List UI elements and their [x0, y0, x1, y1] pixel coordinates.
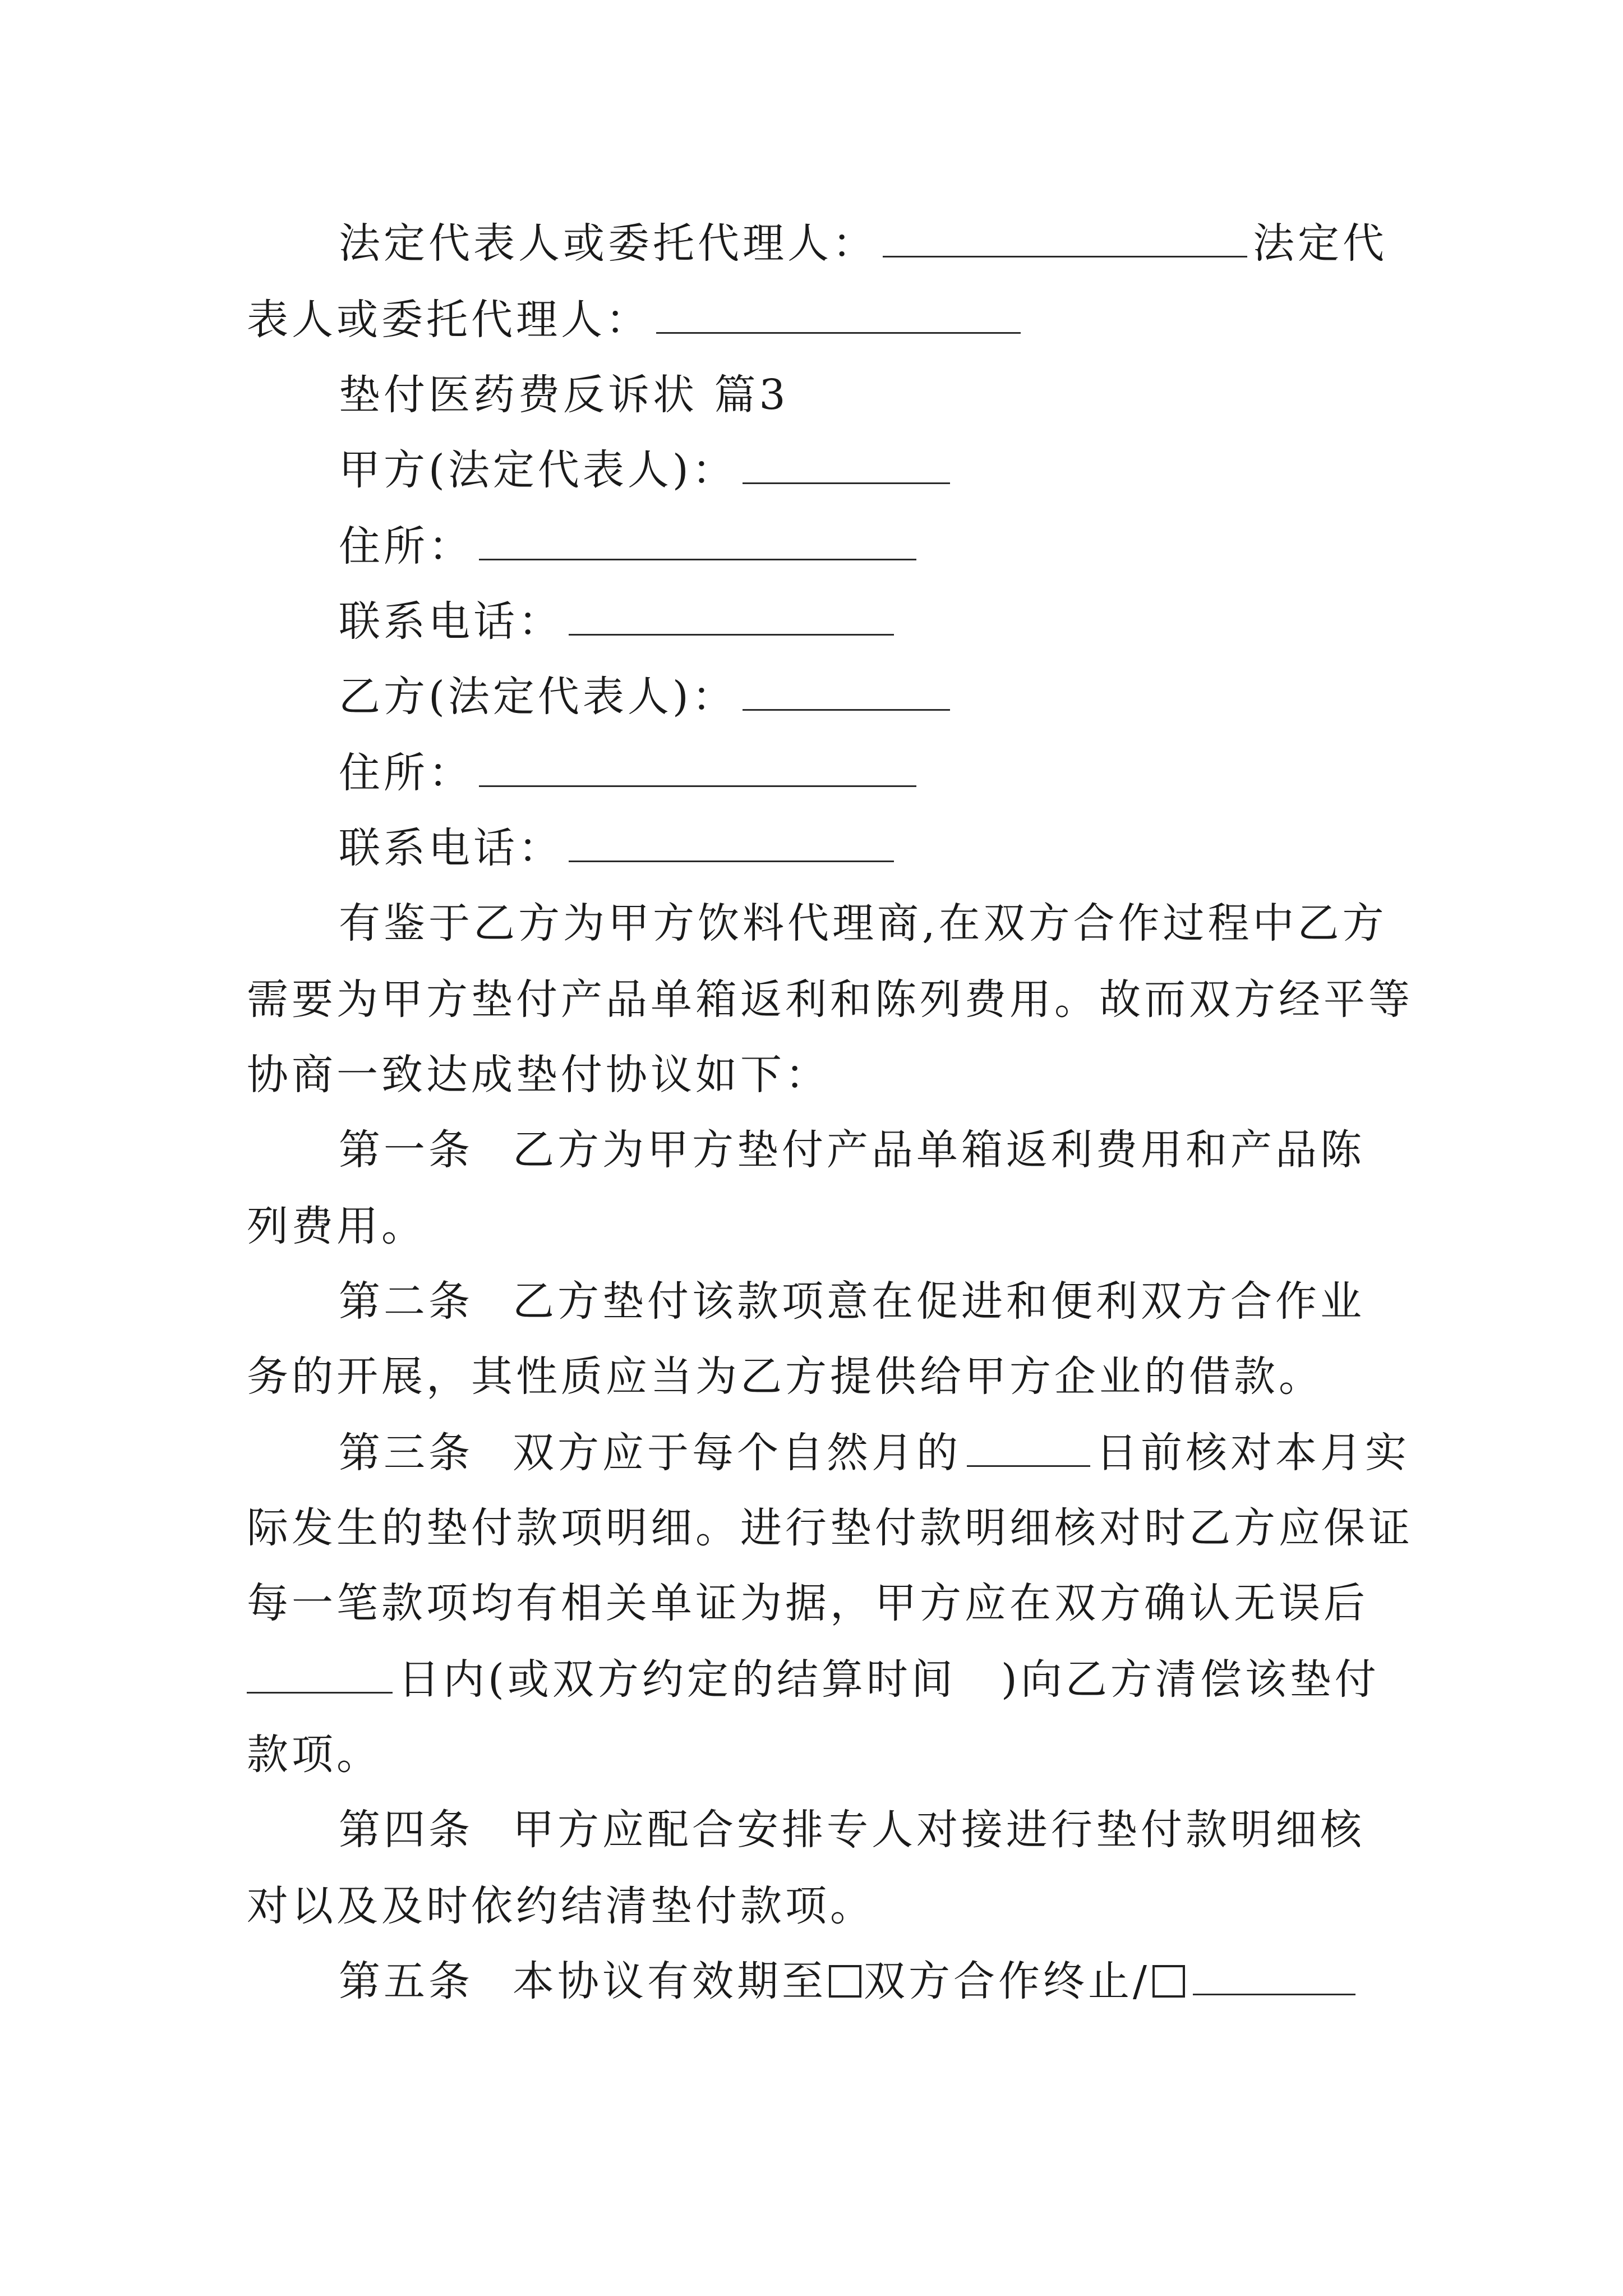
- party-b-address: [339, 745, 922, 801]
- party-b-name-blank: [743, 673, 950, 711]
- party-b-name-label: 乙方(法定代表人)：: [339, 673, 737, 721]
- article-5-text-b: 双方合作终止/: [864, 1957, 1150, 2005]
- article-3-heading: 第三条: [339, 1429, 473, 1477]
- article-3-line-5: 款项。: [247, 1731, 381, 1779]
- article-2-text: 乙方垫付该款项意在促进和便利双方合作业: [513, 1277, 1365, 1326]
- party-a-phone-label: 联系电话：: [339, 597, 563, 646]
- preamble-line-2: 需要为甲方垫付产品单箱返利和陈列费用。故而双方经平等: [247, 976, 1413, 1024]
- sign-blank-a: [883, 220, 1247, 257]
- article-4-heading: 第四条: [339, 1806, 473, 1854]
- article-3-text-c: 日内(或双方约定的结算时间 )向乙方清偿该垫付: [398, 1655, 1380, 1704]
- party-b-phone: [339, 820, 900, 876]
- article-1-line-1: [339, 1122, 1365, 1178]
- article-4-line-1: [339, 1802, 1365, 1858]
- sign-label-b: 法定代: [1253, 219, 1387, 268]
- section-heading: 垫付医药费反诉状 篇3: [339, 371, 789, 419]
- party-a-address: [339, 518, 922, 574]
- article-4-line-2: 对以及及时依约结清垫付款项。: [247, 1882, 875, 1930]
- article-1-heading: 第一条: [339, 1126, 473, 1174]
- article-4-text: 甲方应配合安排专人对接进行垫付款明细核: [513, 1806, 1365, 1854]
- preamble-line-1: 有鉴于乙方为甲方饮料代理商,在双方合作过程中乙方: [339, 899, 1387, 947]
- party-a-phone-blank: [569, 598, 894, 636]
- article-5-heading: 第五条: [339, 1957, 473, 2005]
- preamble-line-3: 协商一致达成垫付协议如下：: [247, 1051, 830, 1099]
- article-3-text-a: 双方应于每个自然月的: [513, 1429, 961, 1477]
- article-2-line-1: [339, 1273, 1365, 1329]
- article-2-line-2: 务的开展，其性质应当为乙方提供给甲方企业的借款。: [247, 1352, 1324, 1401]
- party-b-name: [339, 669, 956, 725]
- party-a-address-label: 住所：: [339, 522, 473, 570]
- party-b-address-label: 住所：: [339, 749, 473, 797]
- sign-blank-c: [656, 296, 1021, 334]
- article-3-text-b: 日前核对本月实: [1096, 1429, 1410, 1477]
- party-b-phone-label: 联系电话：: [339, 824, 563, 872]
- party-a-address-blank: [479, 523, 916, 560]
- article-5-line-1: [339, 1953, 1355, 2009]
- party-a-name-blank: [743, 447, 950, 484]
- article-3-line-2: 际发生的垫付款项明细。进行垫付款明细核对时乙方应保证: [247, 1504, 1413, 1552]
- article-3-day-blank: [967, 1429, 1090, 1467]
- signature-line-1: [339, 215, 1387, 272]
- article-5-text-a: 本协议有效期至: [513, 1957, 827, 2005]
- sign-label-a: 法定代表人或委托代理人：: [339, 219, 877, 268]
- checkbox-icon: [1152, 1965, 1185, 1998]
- party-b-phone-blank: [569, 825, 894, 862]
- article-2-heading: 第二条: [339, 1277, 473, 1326]
- party-a-name: [339, 442, 956, 498]
- signature-line-2: [247, 292, 1026, 348]
- article-3-line-1: [339, 1425, 1410, 1481]
- sign-label-c: 表人或委托代理人：: [247, 296, 651, 344]
- article-3-line-3: 每一笔款项均有相关单证为据，甲方应在双方确认无误后: [247, 1579, 1368, 1627]
- article-1-text: 乙方为甲方垫付产品单箱返利费用和产品陈: [513, 1126, 1365, 1174]
- party-a-name-label: 甲方(法定代表人)：: [339, 446, 737, 494]
- article-1-line-2: 列费用。: [247, 1202, 426, 1250]
- article-3-line-4: [247, 1651, 1380, 1708]
- party-b-address-blank: [479, 749, 916, 787]
- checkbox-icon: [829, 1965, 861, 1998]
- party-a-phone: [339, 593, 900, 650]
- article-3-days-blank: [247, 1656, 393, 1694]
- article-5-date-blank: [1193, 1958, 1355, 1995]
